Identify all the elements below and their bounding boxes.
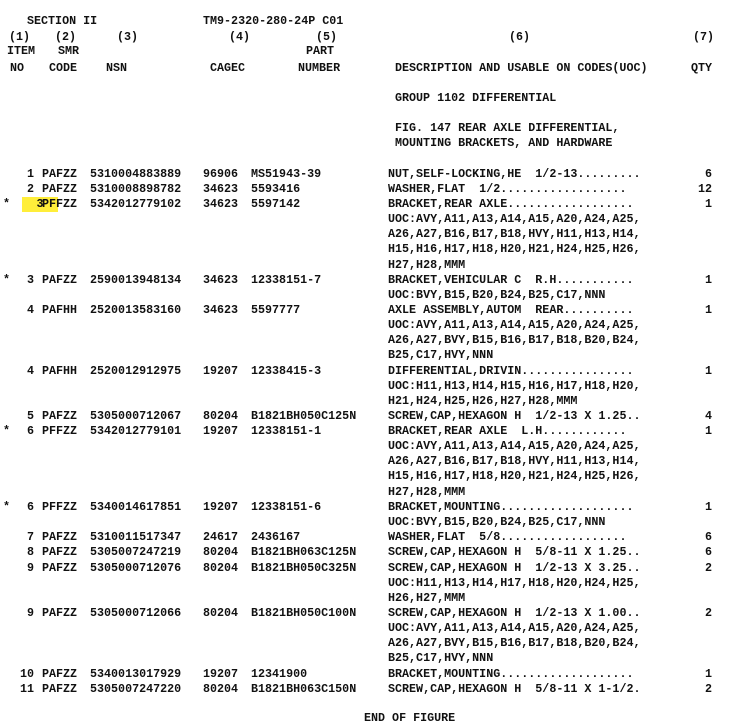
- col-num-7: (7): [693, 30, 715, 44]
- uoc-line: A26,A27,B16,B17,B18,HVY,H11,H13,H14,: [388, 227, 641, 242]
- col-nsn-label: NSN: [106, 61, 128, 75]
- col-num-3: (3): [117, 30, 139, 44]
- smr-code: PAFZZ: [42, 606, 78, 620]
- change-marker: *: [3, 197, 11, 211]
- uoc-line: H26,H27,MMM: [388, 591, 466, 606]
- table-row: [0, 682, 747, 697]
- item-number: 4: [26, 303, 34, 317]
- item-number: 5: [26, 409, 34, 423]
- part-number: B1821BH050C325N: [251, 561, 357, 575]
- part-number: 5597142: [251, 197, 301, 211]
- nsn: 2520013583160: [90, 303, 182, 317]
- nsn: 2520012912975: [90, 364, 182, 378]
- item-number: 3: [22, 197, 58, 212]
- description: SCREW,CAP,HEXAGON H 5/8-11 X 1.25..: [388, 545, 641, 559]
- item-number: 9: [26, 561, 34, 575]
- uoc-line: UOC:AVY,A11,A13,A14,A15,A20,A24,A25,: [388, 621, 641, 635]
- cagec: 80204: [203, 545, 239, 559]
- col-smr-label: SMR: [58, 44, 80, 58]
- description: AXLE ASSEMBLY,AUTOM REAR..........: [388, 303, 634, 317]
- part-number: 5593416: [251, 182, 301, 196]
- figure-title-line-2: MOUNTING BRACKETS, AND HARDWARE: [395, 136, 613, 150]
- quantity: 2: [704, 561, 712, 575]
- quantity: 6: [704, 530, 712, 544]
- uoc-line: UOC:BVY,B15,B20,B24,B25,C17,NNN: [388, 515, 606, 529]
- col-num-6: (6): [509, 30, 531, 44]
- uoc-line: UOC:H11,H13,H14,H17,H18,H20,H24,H25,: [388, 576, 641, 590]
- nsn: 2590013948134: [90, 273, 182, 287]
- smr-code: PAFHH: [42, 364, 78, 378]
- smr-code: PAFHH: [42, 303, 78, 317]
- uoc-line: UOC:AVY,A11,A13,A14,A15,A20,A24,A25,: [388, 439, 641, 453]
- part-number: 12338151-1: [251, 424, 322, 438]
- item-number: 4: [26, 364, 34, 378]
- uoc-line: UOC:BVY,B15,B20,B24,B25,C17,NNN: [388, 288, 606, 302]
- table-row: [0, 197, 747, 212]
- nsn: 5310008898782: [90, 182, 182, 196]
- part-number: 5597777: [251, 303, 301, 317]
- nsn: 5305007247220: [90, 682, 182, 696]
- description: BRACKET,REAR AXLE..................: [388, 197, 634, 211]
- table-row: [0, 424, 747, 439]
- part-number: MS51943-39: [251, 167, 322, 181]
- cagec: 80204: [203, 682, 239, 696]
- uoc-line: UOC:H11,H13,H14,H15,H16,H17,H18,H20,: [388, 379, 641, 393]
- table-row: [0, 606, 747, 621]
- item-number: 10: [19, 667, 34, 681]
- part-number: B1821BH063C125N: [251, 545, 357, 559]
- description: BRACKET,MOUNTING...................: [388, 667, 634, 681]
- nsn: 5305000712067: [90, 409, 182, 423]
- col-item-label: ITEM: [7, 44, 36, 58]
- smr-code: PFFZZ: [42, 424, 78, 438]
- item-number: 3: [26, 273, 34, 287]
- nsn: 5342012779101: [90, 424, 182, 438]
- description: SCREW,CAP,HEXAGON H 5/8-11 X 1-1/2.: [388, 682, 641, 696]
- quantity: 6: [704, 167, 712, 181]
- quantity: 12: [697, 182, 712, 196]
- part-number: B1821BH063C150N: [251, 682, 357, 696]
- col-num-2: (2): [55, 30, 77, 44]
- description: WASHER,FLAT 1/2..................: [388, 182, 627, 196]
- cagec: 80204: [203, 561, 239, 575]
- item-number: 8: [26, 545, 34, 559]
- quantity: 1: [704, 667, 712, 681]
- uoc-line: H27,H28,MMM: [388, 484, 466, 499]
- quantity: 1: [704, 424, 712, 438]
- smr-code: PFFZZ: [42, 197, 78, 211]
- change-marker: *: [3, 273, 11, 287]
- quantity: 6: [704, 545, 712, 559]
- uoc-line: A26,A27,BVY,B15,B16,B17,B18,B20,B24,: [388, 636, 641, 651]
- table-row: [0, 167, 747, 182]
- quantity: 1: [704, 364, 712, 378]
- item-number: 7: [26, 530, 34, 544]
- cagec: 19207: [203, 500, 239, 514]
- cagec: 34623: [203, 182, 239, 196]
- table-row: [0, 530, 747, 545]
- col-description-label: DESCRIPTION AND USABLE ON CODES(UOC): [395, 61, 648, 75]
- quantity: 2: [704, 606, 712, 620]
- description: DIFFERENTIAL,DRIVIN................: [388, 364, 634, 378]
- description: BRACKET,REAR AXLE L.H............: [388, 424, 627, 438]
- smr-code: PAFZZ: [42, 167, 78, 181]
- quantity: 1: [704, 273, 712, 287]
- col-part-label: PART: [306, 44, 335, 58]
- cagec: 96906: [203, 167, 239, 181]
- quantity: 2: [704, 682, 712, 696]
- part-number: 12341900: [251, 667, 308, 681]
- group-title: GROUP 1102 DIFFERENTIAL: [395, 91, 557, 105]
- table-row: [0, 364, 747, 379]
- smr-code: PAFZZ: [42, 409, 78, 423]
- part-number: 2436167: [251, 530, 301, 544]
- part-number: B1821BH050C100N: [251, 606, 357, 620]
- part-number: 12338151-6: [251, 500, 322, 514]
- quantity: 1: [704, 197, 712, 211]
- table-row: [0, 303, 747, 318]
- cagec: 34623: [203, 303, 239, 317]
- quantity: 1: [704, 500, 712, 514]
- table-row: [0, 182, 747, 197]
- col-cagec-label: CAGEC: [210, 61, 246, 75]
- table-row: [0, 409, 747, 424]
- col-code-label: CODE: [49, 61, 78, 75]
- smr-code: PAFZZ: [42, 545, 78, 559]
- uoc-line: H27,H28,MMM: [388, 257, 466, 272]
- cagec: 19207: [203, 424, 239, 438]
- col-qty-label: QTY: [691, 61, 713, 75]
- smr-code: PAFZZ: [42, 561, 78, 575]
- uoc-line: UOC:AVY,A11,A13,A14,A15,A20,A24,A25,: [388, 212, 641, 226]
- table-row: [0, 500, 747, 515]
- uoc-line: UOC:AVY,A11,A13,A14,A15,A20,A24,A25,: [388, 318, 641, 332]
- smr-code: PAFZZ: [42, 530, 78, 544]
- uoc-line: A26,A27,B16,B17,B18,HVY,H11,H13,H14,: [388, 454, 641, 469]
- col-no-label: NO: [10, 61, 25, 75]
- description: WASHER,FLAT 5/8..................: [388, 530, 627, 544]
- nsn: 5310004883889: [90, 167, 182, 181]
- quantity: 1: [704, 303, 712, 317]
- smr-code: PAFZZ: [42, 682, 78, 696]
- end-of-figure: END OF FIGURE: [364, 711, 456, 725]
- smr-code: PAFZZ: [42, 273, 78, 287]
- table-row: [0, 273, 747, 288]
- description: SCREW,CAP,HEXAGON H 1/2-13 X 1.25..: [388, 409, 641, 423]
- item-number: 9: [26, 606, 34, 620]
- cagec: 24617: [203, 530, 239, 544]
- uoc-line: H15,H16,H17,H18,H20,H21,H24,H25,H26,: [388, 242, 641, 257]
- figure-title-line-1: FIG. 147 REAR AXLE DIFFERENTIAL,: [395, 121, 620, 135]
- section-label: SECTION II: [27, 14, 98, 28]
- item-number: 1: [26, 167, 34, 181]
- nsn: 5305000712066: [90, 606, 182, 620]
- item-number: 11: [19, 682, 34, 696]
- cagec: 34623: [203, 197, 239, 211]
- col-num-4: (4): [229, 30, 251, 44]
- nsn: 5305007247219: [90, 545, 182, 559]
- table-row: [0, 561, 747, 576]
- smr-code: PFFZZ: [42, 500, 78, 514]
- description: SCREW,CAP,HEXAGON H 1/2-13 X 1.00..: [388, 606, 641, 620]
- description: BRACKET,MOUNTING...................: [388, 500, 634, 514]
- item-number: 6: [26, 424, 34, 438]
- table-row: [0, 545, 747, 560]
- smr-code: PAFZZ: [42, 667, 78, 681]
- nsn: 5342012779102: [90, 197, 182, 211]
- description: SCREW,CAP,HEXAGON H 1/2-13 X 3.25..: [388, 561, 641, 575]
- part-number: B1821BH050C125N: [251, 409, 357, 423]
- uoc-line: H15,H16,H17,H18,H20,H21,H24,H25,H26,: [388, 469, 641, 484]
- nsn: 5340013017929: [90, 667, 182, 681]
- item-number: 6: [26, 500, 34, 514]
- cagec: 80204: [203, 409, 239, 423]
- uoc-line: B25,C17,HVY,NNN: [388, 348, 494, 363]
- nsn: 5340014617851: [90, 500, 182, 514]
- cagec: 19207: [203, 667, 239, 681]
- tm-number: TM9-2320-280-24P C01: [203, 14, 344, 28]
- description: NUT,SELF-LOCKING,HE 1/2-13.........: [388, 167, 641, 181]
- table-row: [0, 667, 747, 682]
- uoc-line: B25,C17,HVY,NNN: [388, 651, 494, 666]
- col-num-1: (1): [9, 30, 31, 44]
- change-marker: *: [3, 500, 11, 514]
- quantity: 4: [704, 409, 712, 423]
- uoc-line: H21,H24,H25,H26,H27,H28,MMM: [388, 394, 578, 409]
- cagec: 80204: [203, 606, 239, 620]
- cagec: 34623: [203, 273, 239, 287]
- item-number: 2: [26, 182, 34, 196]
- change-marker: *: [3, 424, 11, 438]
- part-number: 12338151-7: [251, 273, 322, 287]
- nsn: 5305000712076: [90, 561, 182, 575]
- cagec: 19207: [203, 364, 239, 378]
- description: BRACKET,VEHICULAR C R.H...........: [388, 273, 634, 287]
- uoc-line: A26,A27,BVY,B15,B16,B17,B18,B20,B24,: [388, 333, 641, 348]
- smr-code: PAFZZ: [42, 182, 78, 196]
- nsn: 5310011517347: [90, 530, 182, 544]
- part-number: 12338415-3: [251, 364, 322, 378]
- col-number-label: NUMBER: [298, 61, 341, 75]
- col-num-5: (5): [316, 30, 338, 44]
